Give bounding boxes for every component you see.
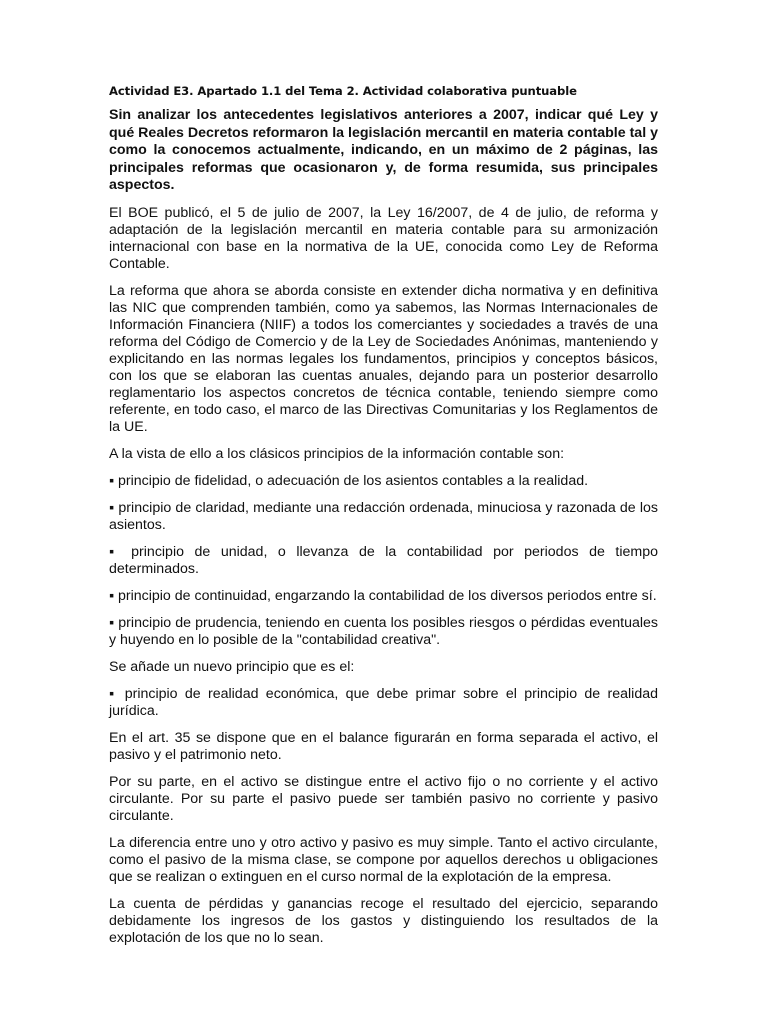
document-page (109, 83, 658, 957)
list-item-claridad: ▪ principio de claridad, mediante una redacción ordenada, minuciosa y razonada de los asientos. (109, 499, 658, 533)
paragraph-activo-pasivo: Por su parte, en el activo se distingue entre el activo fijo o no corriente y el activo circulante. Por su parte el pasivo puede ser también pasivo no corriente y pasivo circulante. (109, 773, 658, 824)
paragraph-principios-intro: A la vista de ello a los clásicos principios de la información contable son: (109, 445, 565, 462)
list-item-realidad-economica: ▪ principio de realidad económica, que debe primar sobre el principio de realidad jurídica. (109, 685, 658, 719)
paragraph-nuevo-principio: Se añade un nuevo principio que es el: (109, 658, 355, 675)
question-statement: Sin analizar los antecedentes legislativos anteriores a 2007, indicar qué Ley y qué Reales Decretos reformaron la legislación mercantil en materia contable tal y como la conocemos actualmente, indicando, en un máximo de 2 páginas, las principales reformas que ocasionaron y, de forma resumida, sus principales aspectos. (109, 107, 658, 193)
paragraph-diferencia: La diferencia entre uno y otro activo y pasivo es muy simple. Tanto el activo circulante, como el pasivo de la misma clase, se compone por aquellos derechos u obligaciones que se realizan o extinguen en el curso normal de la explotación de la empresa. (109, 834, 658, 885)
list-item-fidelidad: ▪ principio de fidelidad, o adecuación de los asientos contables a la realidad. (109, 472, 589, 489)
paragraph-perdidas-ganancias: La cuenta de pérdidas y ganancias recoge el resultado del ejercicio, separando debidamente los ingresos de los gastos y distinguiendo los resultados de la explotación de los que no lo sean. (109, 895, 658, 946)
paragraph-reforma: La reforma que ahora se aborda consiste en extender dicha normativa y en definitiva las NIC que comprenden también, como ya sabemos, las Normas Internacionales de Información Financiera (NIIF) a todos los comerciantes y sociedades a través de una reforma del Código de Comercio y de la Ley de Sociedades Anónimas, manteniendo y explicitando en las normas legales los fundamentos, principios y conceptos básicos, con los que se elaboran las cuentas anuales, dejando para un posterior desarrollo reglamentario los aspectos concretos de técnica contable, teniendo siempre como referente, en todo caso, el marco de las Directivas Comunitarias y los Reglamentos de la UE. (109, 282, 658, 435)
list-item-continuidad: ▪ principio de continuidad, engarzando la contabilidad de los diversos periodos entre sí. (109, 587, 657, 604)
paragraph-boe: El BOE publicó, el 5 de julio de 2007, la Ley 16/2007, de 4 de julio, de reforma y adaptación de la legislación mercantil en materia contable para su armonización internacional con base en la normativa de la UE, conocida como Ley de Reforma Contable. (109, 204, 658, 272)
list-item-unidad: ▪ principio de unidad, o llevanza de la contabilidad por periodos de tiempo determinados. (109, 543, 658, 577)
paragraph-art-35: En el art. 35 se dispone que en el balance figurarán en forma separada el activo, el pasivo y el patrimonio neto. (109, 729, 658, 763)
activity-heading: Actividad E3. Apartado 1.1 del Tema 2. Actividad colaborativa puntuable (109, 84, 577, 98)
list-item-prudencia: ▪ principio de prudencia, teniendo en cuenta los posibles riesgos o pérdidas eventuales y huyendo en lo posible de la "contabilidad creativa". (109, 614, 658, 648)
